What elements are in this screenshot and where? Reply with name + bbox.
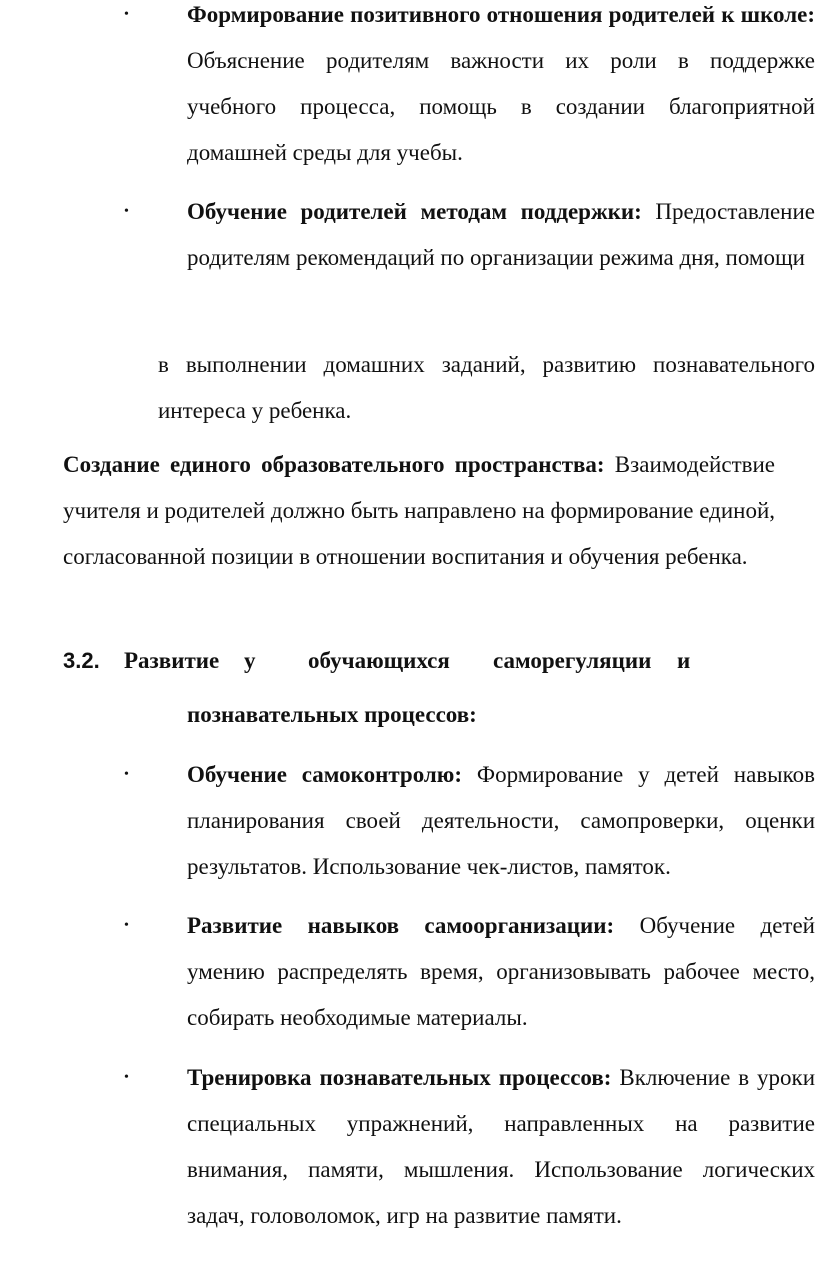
section-title-word: у (244, 648, 256, 673)
bullet-paragraph (187, 903, 815, 1041)
bullet-term: Тренировка познавательных процессов: (187, 1065, 612, 1090)
section-title-word: обучающихся (308, 648, 450, 673)
bullet-body: Формирование у детей навыков планирования своей деятельности, самопроверки, оценки результатов. Использование чек-листов, памяток. (187, 762, 815, 879)
bullet-paragraph (187, 0, 815, 176)
bullet-term: Обучение самоконтролю: (187, 762, 463, 787)
bullet-marker: • (124, 7, 129, 22)
unified-space-term: Создание единого образовательного пространства: (63, 452, 605, 477)
section-title-word: и (677, 648, 691, 673)
section-number: 3.2. (63, 648, 100, 673)
bullet-marker: • (124, 767, 129, 782)
bullet-body: Обучение детей умению распределять время, организовывать рабочее место, собирать необходимые материалы. (187, 913, 815, 1030)
bullet-paragraph (187, 1055, 815, 1239)
bullet-marker: • (124, 918, 129, 933)
bullet-term: Развитие навыков самоорганизации: (187, 913, 615, 938)
bullet-body: Предоставление родителям рекомендаций по организации режима дня, помощи (187, 199, 816, 270)
unified-space-body: Взаимодействие учителя и родителей должно быть направлено на формирование единой, согласованной позиции в отношении воспитания и обучения ребенка. (63, 452, 775, 569)
bullet-marker: • (124, 1070, 129, 1085)
bullet-body: Объяснение родителям важности их роли в поддержке учебного процесса, помощь в создании благоприятной домашней среды для учебы. (187, 48, 815, 165)
section-title-word: саморегуляции (493, 648, 652, 673)
bullet-paragraph (187, 752, 815, 890)
bullet-marker: • (124, 204, 129, 219)
continuation-paragraph: в выполнении домашних заданий, развитию познавательного интереса у ребенка. (158, 352, 815, 423)
section-title-line2: познавательных процессов: (187, 702, 477, 727)
bullet-paragraph (187, 189, 815, 281)
unified-space-paragraph (63, 442, 775, 580)
section-title-word: Развитие (124, 648, 220, 673)
bullet-body: Включение в уроки специальных упражнений, направленных на развитие внимания, памяти, мышления. Использование логических задач, головоломок, игр на развитие памяти. (187, 1065, 815, 1228)
bullet-term: Формирование позитивного отношения родителей к школе: (187, 2, 815, 27)
bullet-term: Обучение родителей методам поддержки: (187, 199, 642, 224)
